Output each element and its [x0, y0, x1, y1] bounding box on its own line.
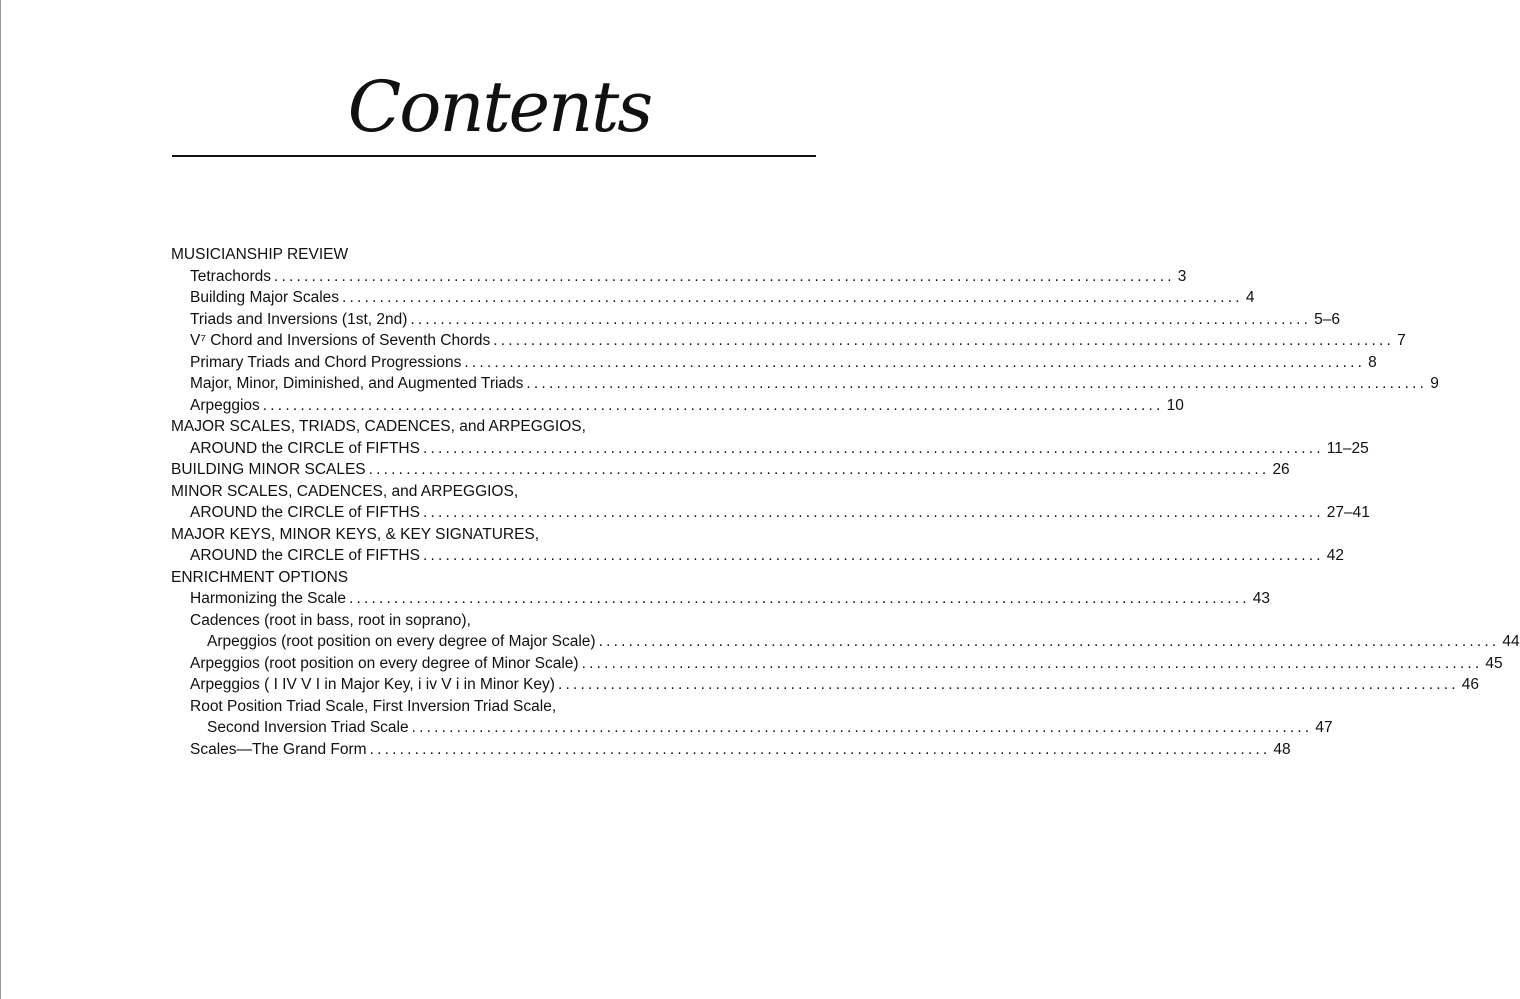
toc-entry-title: Triads and Inversions (1st, 2nd)	[190, 310, 408, 328]
toc-page-number: 4	[1245, 289, 1255, 306]
toc-entry	[171, 330, 1406, 352]
dot-leader: ........................................................................................................................	[581, 654, 1483, 672]
toc-entry	[171, 395, 1184, 417]
toc-page-number: 9	[1430, 375, 1439, 392]
toc-entry-title: MINOR SCALES, CADENCES, and ARPEGGIOS,	[171, 482, 519, 500]
toc-page-number: 46	[1461, 676, 1479, 693]
toc-page-number: 10	[1166, 396, 1184, 414]
toc-section-heading	[171, 567, 815, 589]
toc-entry-title: Second Inversion Triad Scale	[207, 719, 409, 736]
dot-leader: ........................................................................................................................	[411, 719, 1313, 736]
toc-entry	[171, 373, 1439, 395]
toc-entry-title: Arpeggios	[190, 396, 260, 414]
dot-leader: ........................................................................................................................	[422, 439, 1324, 457]
toc-entry	[171, 287, 1255, 309]
dot-leader: ........................................................................................................................	[422, 547, 1324, 564]
toc-entry-title: Building Major Scales	[190, 289, 340, 306]
title-rule	[172, 155, 816, 157]
toc-entry-title: AROUND the CIRCLE of FIFTHS	[190, 504, 420, 521]
toc-entry-title: Root Position Triad Scale, First Inversion Triad Scale,	[190, 697, 557, 715]
toc-page-number: 42	[1326, 547, 1344, 564]
toc-entry-title: Arpeggios (root position on every degree of Minor Scale)	[190, 654, 579, 672]
dot-leader: ........................................................................................................................	[422, 504, 1324, 521]
dot-leader: ........................................................................................................................	[342, 289, 1243, 306]
toc-entry	[171, 459, 1290, 481]
toc-entry-title: MAJOR KEYS, MINOR KEYS, & KEY SIGNATURES,	[171, 525, 540, 543]
toc-entry-title: MAJOR SCALES, TRIADS, CADENCES, and ARPEGGIOS,	[171, 418, 586, 435]
toc-entry	[171, 696, 815, 718]
toc-entry	[171, 739, 1291, 761]
dot-leader: ........................................................................................................................	[526, 375, 1428, 392]
dot-leader: ........................................................................................................................	[348, 590, 1250, 607]
toc-page-number: 5–6	[1314, 310, 1341, 328]
toc-entry	[171, 438, 1369, 460]
toc-entry-title: MUSICIANSHIP REVIEW	[171, 246, 349, 263]
toc-entry-title: Harmonizing the Scale	[190, 590, 346, 607]
toc-page-number: 7	[1397, 332, 1406, 349]
toc-entry	[171, 631, 1520, 653]
toc-entry	[171, 545, 1344, 567]
dot-leader: ........................................................................................................................	[369, 740, 1271, 758]
toc-entry	[171, 610, 815, 632]
dot-leader: ........................................................................................................................	[598, 633, 1500, 650]
toc-entry-title: Scales—The Grand Form	[190, 740, 367, 758]
toc-entry-title: V⁷ Chord and Inversions of Seventh Chords	[190, 332, 491, 349]
toc-entry	[171, 717, 1333, 739]
toc-entry-title: Tetrachords	[190, 267, 271, 285]
toc-section-heading	[171, 244, 815, 266]
toc-entry-title: Arpeggios ( I IV V I in Major Key, i iv V i in Minor Key)	[190, 676, 555, 693]
dot-leader: ........................................................................................................................	[273, 267, 1175, 285]
toc-entry	[171, 309, 1341, 331]
toc-entry-title: AROUND the CIRCLE of FIFTHS	[190, 547, 420, 564]
toc-page-number: 27–41	[1326, 504, 1370, 521]
toc-section-heading	[171, 481, 815, 503]
dot-leader: ........................................................................................................................	[262, 396, 1164, 414]
toc-entry-title: Primary Triads and Chord Progressions	[190, 353, 462, 371]
toc-section-heading	[171, 416, 815, 438]
toc-entry-title: Cadences (root in bass, root in soprano),	[190, 611, 471, 629]
toc-page-number: 48	[1273, 740, 1291, 758]
toc-section-heading	[171, 524, 815, 546]
toc-page-number: 44	[1502, 633, 1520, 650]
dot-leader: ........................................................................................................................	[464, 353, 1366, 371]
table-of-contents	[171, 244, 1520, 760]
page-edge	[0, 0, 1, 999]
toc-page-number: 26	[1272, 461, 1290, 478]
toc-entry	[171, 674, 1479, 696]
page-title: Contents	[347, 66, 652, 148]
toc-entry-title: Major, Minor, Diminished, and Augmented Triads	[190, 375, 524, 392]
toc-page-number: 3	[1177, 267, 1187, 285]
toc-page-number: 47	[1315, 719, 1333, 736]
dot-leader: ........................................................................................................................	[368, 461, 1270, 478]
dot-leader: ........................................................................................................................	[493, 332, 1395, 349]
toc-entry-title: Arpeggios (root position on every degree of Major Scale)	[207, 633, 596, 650]
toc-page-number: 45	[1485, 654, 1503, 672]
dot-leader: ........................................................................................................................	[410, 310, 1312, 328]
toc-entry	[171, 352, 1377, 374]
toc-entry	[171, 653, 1503, 675]
toc-entry-title: AROUND the CIRCLE of FIFTHS	[190, 439, 420, 457]
dot-leader: ........................................................................................................................	[557, 676, 1459, 693]
toc-entry	[171, 266, 1187, 288]
toc-page-number: 11–25	[1326, 439, 1369, 457]
toc-page-number: 43	[1252, 590, 1270, 607]
toc-entry	[171, 502, 1370, 524]
toc-entry-title: ENRICHMENT OPTIONS	[171, 568, 349, 586]
toc-page-number: 8	[1368, 353, 1377, 371]
toc-entry	[171, 588, 1270, 610]
toc-entry-title: BUILDING MINOR SCALES	[171, 461, 366, 478]
